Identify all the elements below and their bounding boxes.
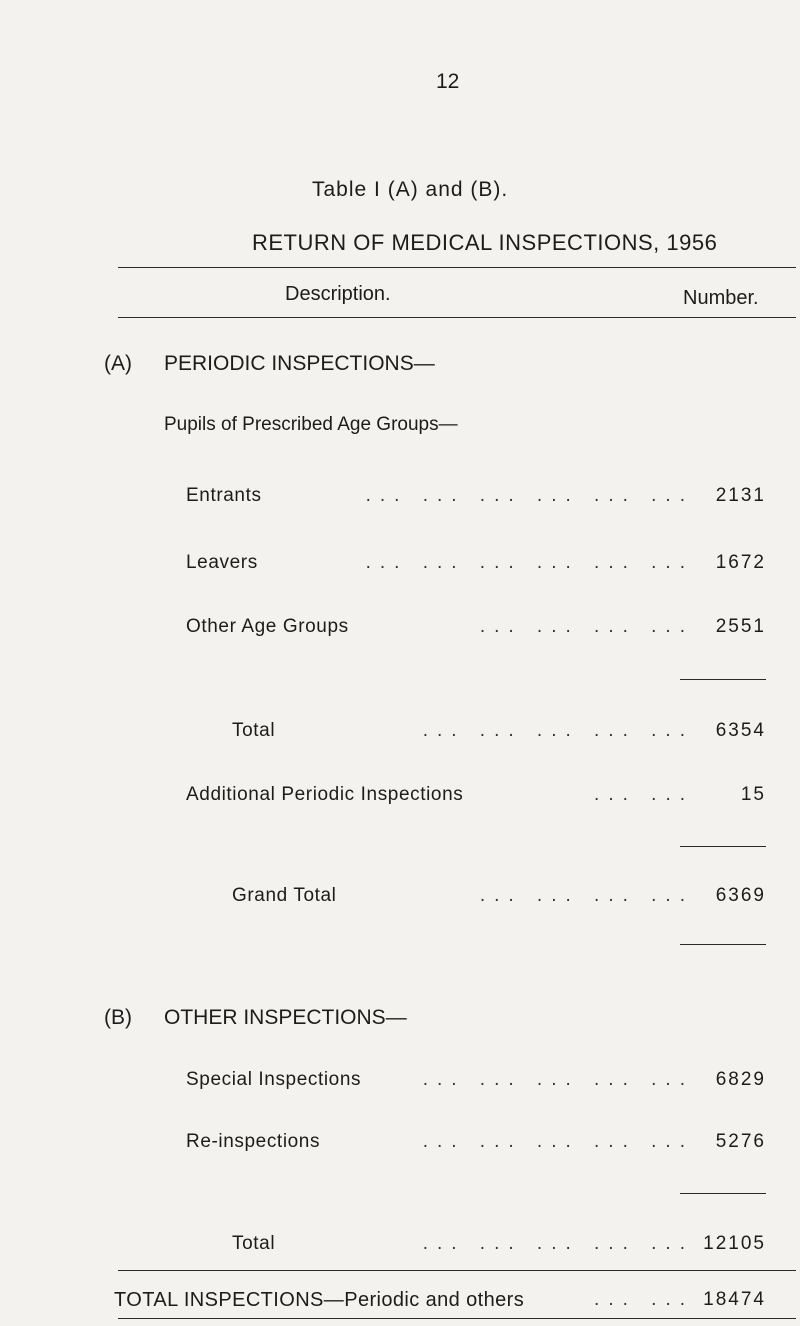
table-row bbox=[186, 784, 766, 808]
section-b-heading bbox=[104, 1006, 407, 1030]
section-a-heading bbox=[104, 352, 435, 376]
overall-total-label: TOTAL INSPECTIONS—Periodic and others bbox=[114, 1289, 525, 1311]
total-value: 12105 bbox=[703, 1233, 766, 1254]
row-value: 15 bbox=[740, 784, 766, 805]
total-label: Total bbox=[232, 720, 276, 741]
total-label: Total bbox=[232, 1233, 276, 1254]
row-value: 2551 bbox=[715, 616, 766, 637]
row-value: 5276 bbox=[715, 1131, 766, 1152]
total-row bbox=[232, 1233, 766, 1257]
header-bottom-rule bbox=[118, 317, 796, 318]
grand-total-rule bbox=[680, 944, 766, 945]
grand-total-label: Grand Total bbox=[232, 885, 337, 906]
section-a-tag: (A) bbox=[104, 352, 132, 375]
leader-dots: ... ... ... ... bbox=[479, 885, 694, 906]
leader-dots: ... ... ... ... ... bbox=[422, 1069, 694, 1090]
row-value: 2131 bbox=[715, 485, 766, 506]
row-label: Additional Periodic Inspections bbox=[186, 784, 464, 805]
total-value: 6354 bbox=[715, 720, 766, 741]
leader-dots: ... ... ... ... ... bbox=[422, 1131, 694, 1152]
row-label: Special Inspections bbox=[186, 1069, 362, 1090]
bottom-rule bbox=[118, 1318, 796, 1319]
leader-dots: ... ... ... ... ... ... bbox=[365, 552, 694, 573]
table-label: Table I (A) and (B). bbox=[312, 178, 509, 201]
description-column-header: Description. bbox=[285, 283, 391, 305]
subtotal-rule bbox=[680, 846, 766, 847]
leader-dots: ... ... ... ... ... ... bbox=[365, 485, 694, 506]
row-value: 6829 bbox=[715, 1069, 766, 1090]
subtotal-rule bbox=[680, 679, 766, 680]
leader-dots: ... ... ... ... ... bbox=[422, 1233, 694, 1254]
section-b-tag: (B) bbox=[104, 1006, 132, 1029]
row-label: Leavers bbox=[186, 552, 258, 573]
row-label: Entrants bbox=[186, 485, 262, 506]
table-row bbox=[186, 616, 766, 640]
report-title: RETURN OF MEDICAL INSPECTIONS, 1956 bbox=[252, 230, 718, 255]
grand-total-value: 6369 bbox=[715, 885, 766, 906]
table-row bbox=[186, 1069, 766, 1093]
overall-total-value: 18474 bbox=[703, 1289, 766, 1310]
total-row bbox=[232, 720, 766, 744]
leader-dots: ... ... bbox=[594, 1289, 694, 1310]
table-row bbox=[186, 1131, 766, 1155]
table-row bbox=[186, 485, 766, 509]
section-a-title: PERIODIC INSPECTIONS— bbox=[164, 352, 435, 375]
section-b-title: OTHER INSPECTIONS— bbox=[164, 1006, 407, 1029]
row-value: 1672 bbox=[715, 552, 766, 573]
row-label: Other Age Groups bbox=[186, 616, 349, 637]
overall-total-row bbox=[114, 1289, 766, 1313]
grand-total-row bbox=[232, 885, 766, 909]
page-number: 12 bbox=[436, 70, 460, 93]
subtotal-rule bbox=[680, 1193, 766, 1194]
leader-dots: ... ... bbox=[594, 784, 694, 805]
number-column-header: Number. bbox=[683, 287, 759, 309]
section-a-subheading: Pupils of Prescribed Age Groups— bbox=[164, 414, 458, 435]
header-top-rule bbox=[118, 267, 796, 268]
total-top-rule bbox=[118, 1270, 796, 1271]
table-row bbox=[186, 552, 766, 576]
leader-dots: ... ... ... ... ... bbox=[422, 720, 694, 741]
row-label: Re-inspections bbox=[186, 1131, 321, 1152]
leader-dots: ... ... ... ... bbox=[479, 616, 694, 637]
